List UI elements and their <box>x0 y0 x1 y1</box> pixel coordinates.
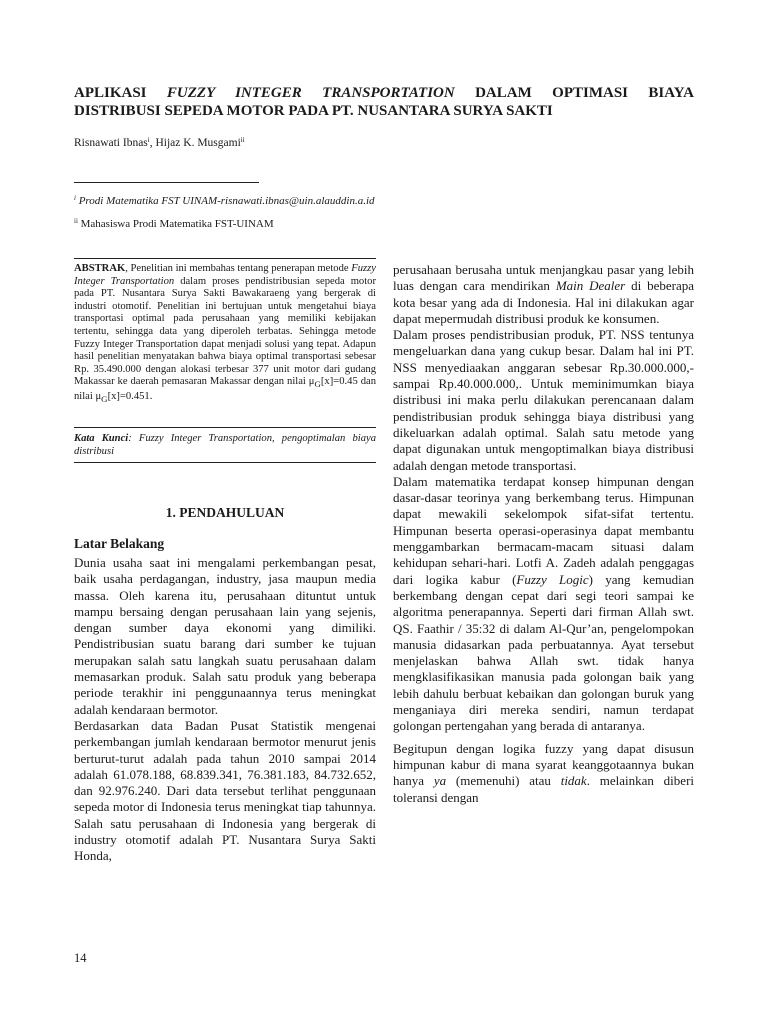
paper-title <box>74 84 694 120</box>
author-2: Hijaz K. Musgami <box>155 137 241 149</box>
right-paragraph-1: perusahaan berusaha untuk menjangkau pasar yang lebih luas dengan cara mendirikan Main Dealer di beberapa kota besar yang ada di Indonesia. Hal ini dilakukan agar dapat mepermudah distribusi produk ke konsumen. <box>393 262 694 326</box>
author-1: Risnawati Ibnas <box>74 137 148 149</box>
title-line-2: DISTRIBUSI SEPEDA MOTOR PADA PT. NUSANTARA SURYA SAKTI <box>74 103 553 119</box>
author-list: Risnawati Ibnas$^i$, Hijaz K. Musgami$^{ii}$ <box>74 136 245 149</box>
title-line-1: APLIKASI FUZZY INTEGER TRANSPORTATION DALAM OPTIMASI BIAYA <box>74 85 694 101</box>
keywords-text: Kata Kunci: Fuzzy Integer Transportation, pengoptimalan biaya distribusi <box>74 433 377 457</box>
abstract-label: ABSTRAK <box>74 263 126 274</box>
page-number: 14 <box>74 951 87 965</box>
affiliation-1: $^i$ Prodi Matematika FST UINAM-risnawati.ibnas@uin.alauddin.a.id <box>74 194 375 207</box>
left-paragraph-1: Dunia usaha saat ini mengalami perkembangan pesat, baik usaha perdagangan, industry, jasa maupun media massa. Oleh karena itu, perusahaan dituntut untuk mampu bersaing dengan perusahaan lain yang sejenis, dengan sumber daya ekonomi yang dimiliki. Pendistribusian suatu barang dari sumber ke tujuan merupakan salah satu langkah suatu perusahaan dalam memasarkan produk. Salah satu produk yang beberapa periode terakhir ini penggunaannya terus meningkat adalah kendaraan bermotor. <box>74 555 376 717</box>
abstract-text: ABSTRAK, Penelitian ini membahas tentang penerapan metode Fuzzy Integer Transportation dalam proses pendistribusian sepeda motor pada PT. Nusantara Surya Sakti Bawakaraeng yang bergerak di industri otomotif. Penelitian ini bertujuan untuk mengetahui biaya transportasi optimal pada perusahaan yang memiliki kebijakan tertentu, sehingga data yang diperoleh terbatas. Sehingga metode Fuzzy Integer Transportation dapat menjadi solusi yang tepat. Adapun hasil penelitian menyatakan bahwa biaya optimal transportasi sebesar Rp. 35.490.000 dengan alokasi terbesar 377 unit motor dari gudang Makassar ke daerah pemasaran Makassar dengan nilai $\mu_G[x]=0.45$ dan nilai $\mu_G[x]=0.451$. <box>74 263 376 405</box>
right-paragraph-3: Dalam matematika terdapat konsep himpunan dengan dasar-dasar teorinya yang berkembang terus. Himpunan dapat mewakili sekelompok sifat-sifat tertentu. Himpunan beserta operasi-operasinya dapat membantu menggambarkan bermacam-macam situasi dalam kehidupan sehari-hari. Lotfi A. Zadeh adalah penggagas dari logika kabur (Fuzzy Logic) yang kemudian berkembang dengan cepat dari segi teori sampai ke algoritma penerapannya. Seperti dari firman Allah swt. QS. Faathir / 35:32 di dalam Al-Qur’an, pengelompokan manusia didasarkan pada perbuatannya. Ayat tersebut menjelaskan bahwa Allah swt. tidak hanya mengklasifikasikan manusia pada golongan baik yang lebih dahulu berbuat kebaikan dan golongan buruk yang menganiaya diri mereka sendiri, namun terdapat golongan pertengahan yang berada di antaranya. <box>393 473 694 734</box>
abstract-box <box>74 258 376 406</box>
footnote-rule <box>74 182 259 183</box>
keywords-box <box>74 427 376 463</box>
left-paragraph-2: Berdasarkan data Badan Pusat Statistik mengenai perkembangan jumlah kendaraan bermotor menurut jenis berturut-turut adalah pada tahun 2010 sampai 2014 adalah 61.078.188, 68.839.341, 76.381.183, 84.732.652, dan 92.976.240. Dari data tersebut terlihat penggunaan sepeda motor di Indonesia terus meningkat tiap tahunnya. Salah satu perusahaan di Indonesia yang bergerak di industry otomotif adalah PT. Nusantara Surya Sakti Honda, <box>74 717 376 864</box>
right-paragraph-4: Begitupun dengan logika fuzzy yang dapat disusun himpunan kabur di mana syarat keanggotaannya bukan hanya ya (memenuhi) atau tidak. melainkan diberi toleransi dengan <box>393 740 695 805</box>
right-column <box>393 262 694 806</box>
affiliation-2: $^{ii}$ Mahasiswa Prodi Matematika FST-UINAM <box>74 217 274 230</box>
right-paragraph-2: Dalam proses pendistribusian produk, PT. NSS tentunya mengeluarkan dana yang cukup besar. Dalam hal ini PT. NSS menyediaakan anggaran sebesar Rp.30.000.000,- sampai Rp.40.000.000,. Untuk meminimumkan biaya distribusi ini maka perlu dilakukan perencanaan dalam pendistribusian produk sehingga biaya distribusi yang dikeluarkan adalah optimal. Salah satu metode yang dapat digunakan untuk mengoptimalkan biaya distribusi adalah dengan metode transportasi. <box>393 327 694 473</box>
subsection-heading: Latar Belakang <box>74 536 165 551</box>
left-column <box>74 555 376 865</box>
section-heading: 1. PENDAHULUAN <box>165 505 285 520</box>
keywords-label: Kata Kunci <box>74 433 129 444</box>
